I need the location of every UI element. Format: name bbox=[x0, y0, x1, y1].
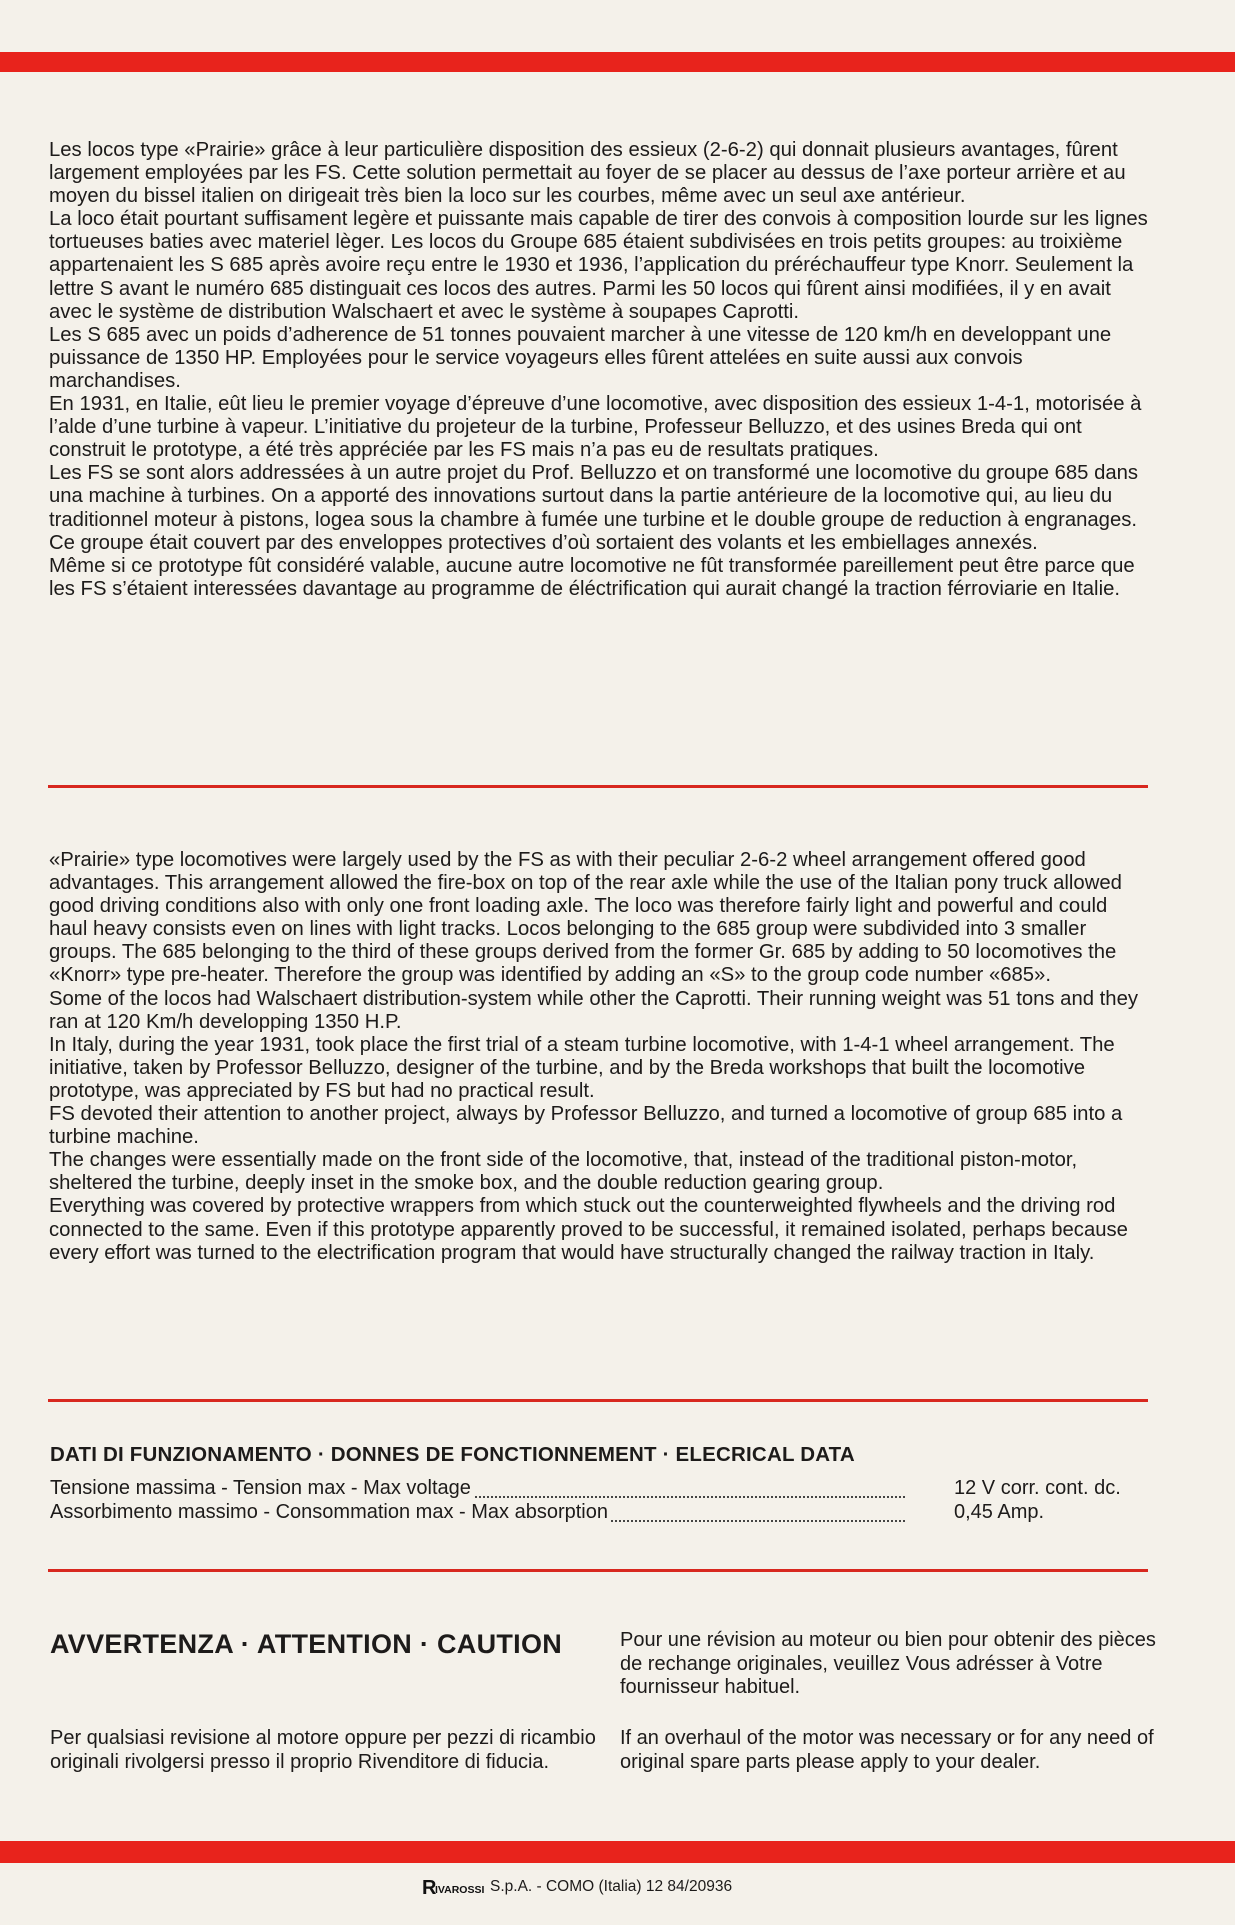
data-row-label: Assorbimento massimo - Consommation max - Max absorption bbox=[50, 1501, 608, 1523]
english-paragraph: FS devoted their attention to another project, always by Professor Belluzzo, and turned a locomotive of group 685 into a turbine machine. bbox=[49, 1103, 1123, 1149]
english-paragraph: «Prairie» type locomotives were largely used by the FS as with their peculiar 2-6-2 wheel arrangement offered good advantages. This arrangement allowed the fire-box on top of the rear axle while the use of the Italian pony truck allowed good driving conditions also with only one front loading axle. The loco was therefore fairly light and powerful and could haul heavy consists even on lines with light tracks. Locos belonging to the 685 group were subdivided into 3 smaller groups. The 685 belonging to the third of these groups derived from the former Gr. 685 by adding to 50 locomotives the «Knorr» type pre-heater. Therefore the group was identified by adding an «S» to the group code number «685». bbox=[49, 849, 1122, 987]
electrical-data-title: DATI DI FUNZIONAMENTO · DONNES DE FONCTIONNEMENT · ELECRICAL DATA bbox=[50, 1443, 855, 1466]
svg-text:IVAROSSI: IVAROSSI bbox=[435, 1884, 484, 1896]
data-row-label: Tensione massima - Tension max - Max voltage bbox=[50, 1477, 471, 1499]
french-paragraph: Les locos type «Prairie» grâce à leur particulière disposition des essieux (2-6-2) qui donnait plusieurs avantages, fûrent largement employées par les FS. Cette solution permettait au foyer de se placer au dessus de l’axe porteur arrière et au moyen du bissel italien on dirigeait très bien la loco sur les courbes, même avec un seul axe antérieur. bbox=[49, 139, 1126, 208]
divider bbox=[48, 785, 1148, 788]
data-row-voltage bbox=[50, 1477, 1150, 1501]
caution-english: If an overhaul of the motor was necessary or for any need of original spare parts please apply to your dealer. bbox=[620, 1727, 1154, 1773]
french-paragraph: La loco était pourtant suffisament legère et puissante mais capable de tirer des convois à composition lourde sur les lignes tortueuses baties avec materiel lèger. Les locos du Groupe 685 étaient subdivisées en trois petits groupes: au troixième appartenaient les S 685 après avoire reçu entre le 1930 et 1936, l’application du préréchauffeur type Knorr. Seulement la lettre S avant le numéro 685 distinguait ces locos des autres. Parmi les 50 locos qui fûrent ainsi modifiées, il y en avait avec le système de distribution Walschaert et avec le système à soupapes Caprotti. bbox=[49, 208, 1148, 323]
data-row-value: 12 V corr. cont. dc. bbox=[954, 1477, 1121, 1499]
top-red-band bbox=[0, 52, 1235, 72]
footer bbox=[422, 1877, 732, 1897]
data-row-value: 0,45 Amp. bbox=[954, 1501, 1045, 1523]
english-paragraph: Some of the locos had Walschaert distribution-system while other the Caprotti. Their running weight was 51 tons and they ran at 120 Km/h developping 1350 H.P. bbox=[49, 987, 1138, 1033]
rivarossi-logo bbox=[422, 1877, 484, 1897]
divider bbox=[48, 1569, 1148, 1572]
french-paragraph: Même si ce prototype fût considéré valable, aucune autre locomotive ne fût transformée pareillement peut être parce que les FS s’étaient interessées davantage au programme de éléctrification qui aurait changé la traction férroviarie en Italie. bbox=[49, 554, 1135, 600]
divider bbox=[48, 1399, 1148, 1402]
french-paragraph: Les S 685 avec un poids d’adherence de 51 tonnes pouvaient marcher à une vitesse de 120 km/h en developpant une puissance de 1350 HP. Employées pour le service voyageurs elles fûrent attelées en suite aussi aux convois marchandises. bbox=[49, 323, 1112, 392]
french-paragraph: Les FS se sont alors addressées à un autre projet du Prof. Belluzzo et on transformé une locomotive du groupe 685 dans una machine à turbines. On a apporté des innovations surtout dans la partie antérieure de la locomotive qui, au lieu du traditionnel moteur à pistons, logea sous la chambre à fumée une turbine et le double groupe de reduction à engranages. Ce groupe était couvert par des enveloppes protectives d’où sortaient des volants et les embiellages annexés. bbox=[49, 462, 1139, 554]
french-text-block bbox=[49, 139, 1149, 601]
bottom-red-band bbox=[0, 1841, 1235, 1863]
english-paragraph: The changes were essentially made on the front side of the locomotive, that, instead of the traditional piston-motor, sheltered the turbine, deeply inset in the smoke box, and the double reduction gearing group. bbox=[49, 1149, 1078, 1195]
footer-text: S.p.A. - COMO (Italia) 12 84/20936 bbox=[490, 1878, 733, 1895]
svg-text:R: R bbox=[422, 1877, 437, 1897]
caution-italian: Per qualsiasi revisione al motore oppure per pezzi di ricambio originali rivolgersi presso il proprio Rivenditore di fiducia. bbox=[50, 1727, 596, 1773]
french-paragraph: En 1931, en Italie, eût lieu le premier voyage d’épreuve d’une locomotive, avec disposition des essieux 1-4-1, motorisée à l’alde d’une turbine à vapeur. L’initiative du projeteur de la turbine, Professeur Belluzzo, et des usines Breda qui ont construit le prototype, a été très appréciée par les FS mais n’a pas eu de resultats pratiques. bbox=[49, 393, 1142, 462]
data-row-absorption bbox=[50, 1501, 1150, 1525]
english-paragraph: In Italy, during the year 1931, took place the first trial of a steam turbine locomotive, with 1-4-1 wheel arrangement. The initiative, taken by Professor Belluzzo, designer of the turbine, and by the Breda workshops that built the locomotive prototype, was appreciated by FS but had no practical result. bbox=[49, 1033, 1115, 1102]
english-paragraph: Everything was covered by protective wrappers from which stuck out the counterweighted flywheels and the driving rod connected to the same. Even if this prototype apparently proved to be successful, it remained isolated, perhaps because every effort was turned to the electrification program that would have structurally changed the railway traction in Italy. bbox=[49, 1195, 1128, 1264]
caution-title: AVVERTENZA · ATTENTION · CAUTION bbox=[50, 1629, 563, 1659]
caution-french: Pour une révision au moteur ou bien pour obtenir des pièces de rechange originales, veuillez Vous adrésser à Votre fournisseur habituel. bbox=[620, 1629, 1156, 1698]
english-text-block bbox=[49, 849, 1149, 1265]
